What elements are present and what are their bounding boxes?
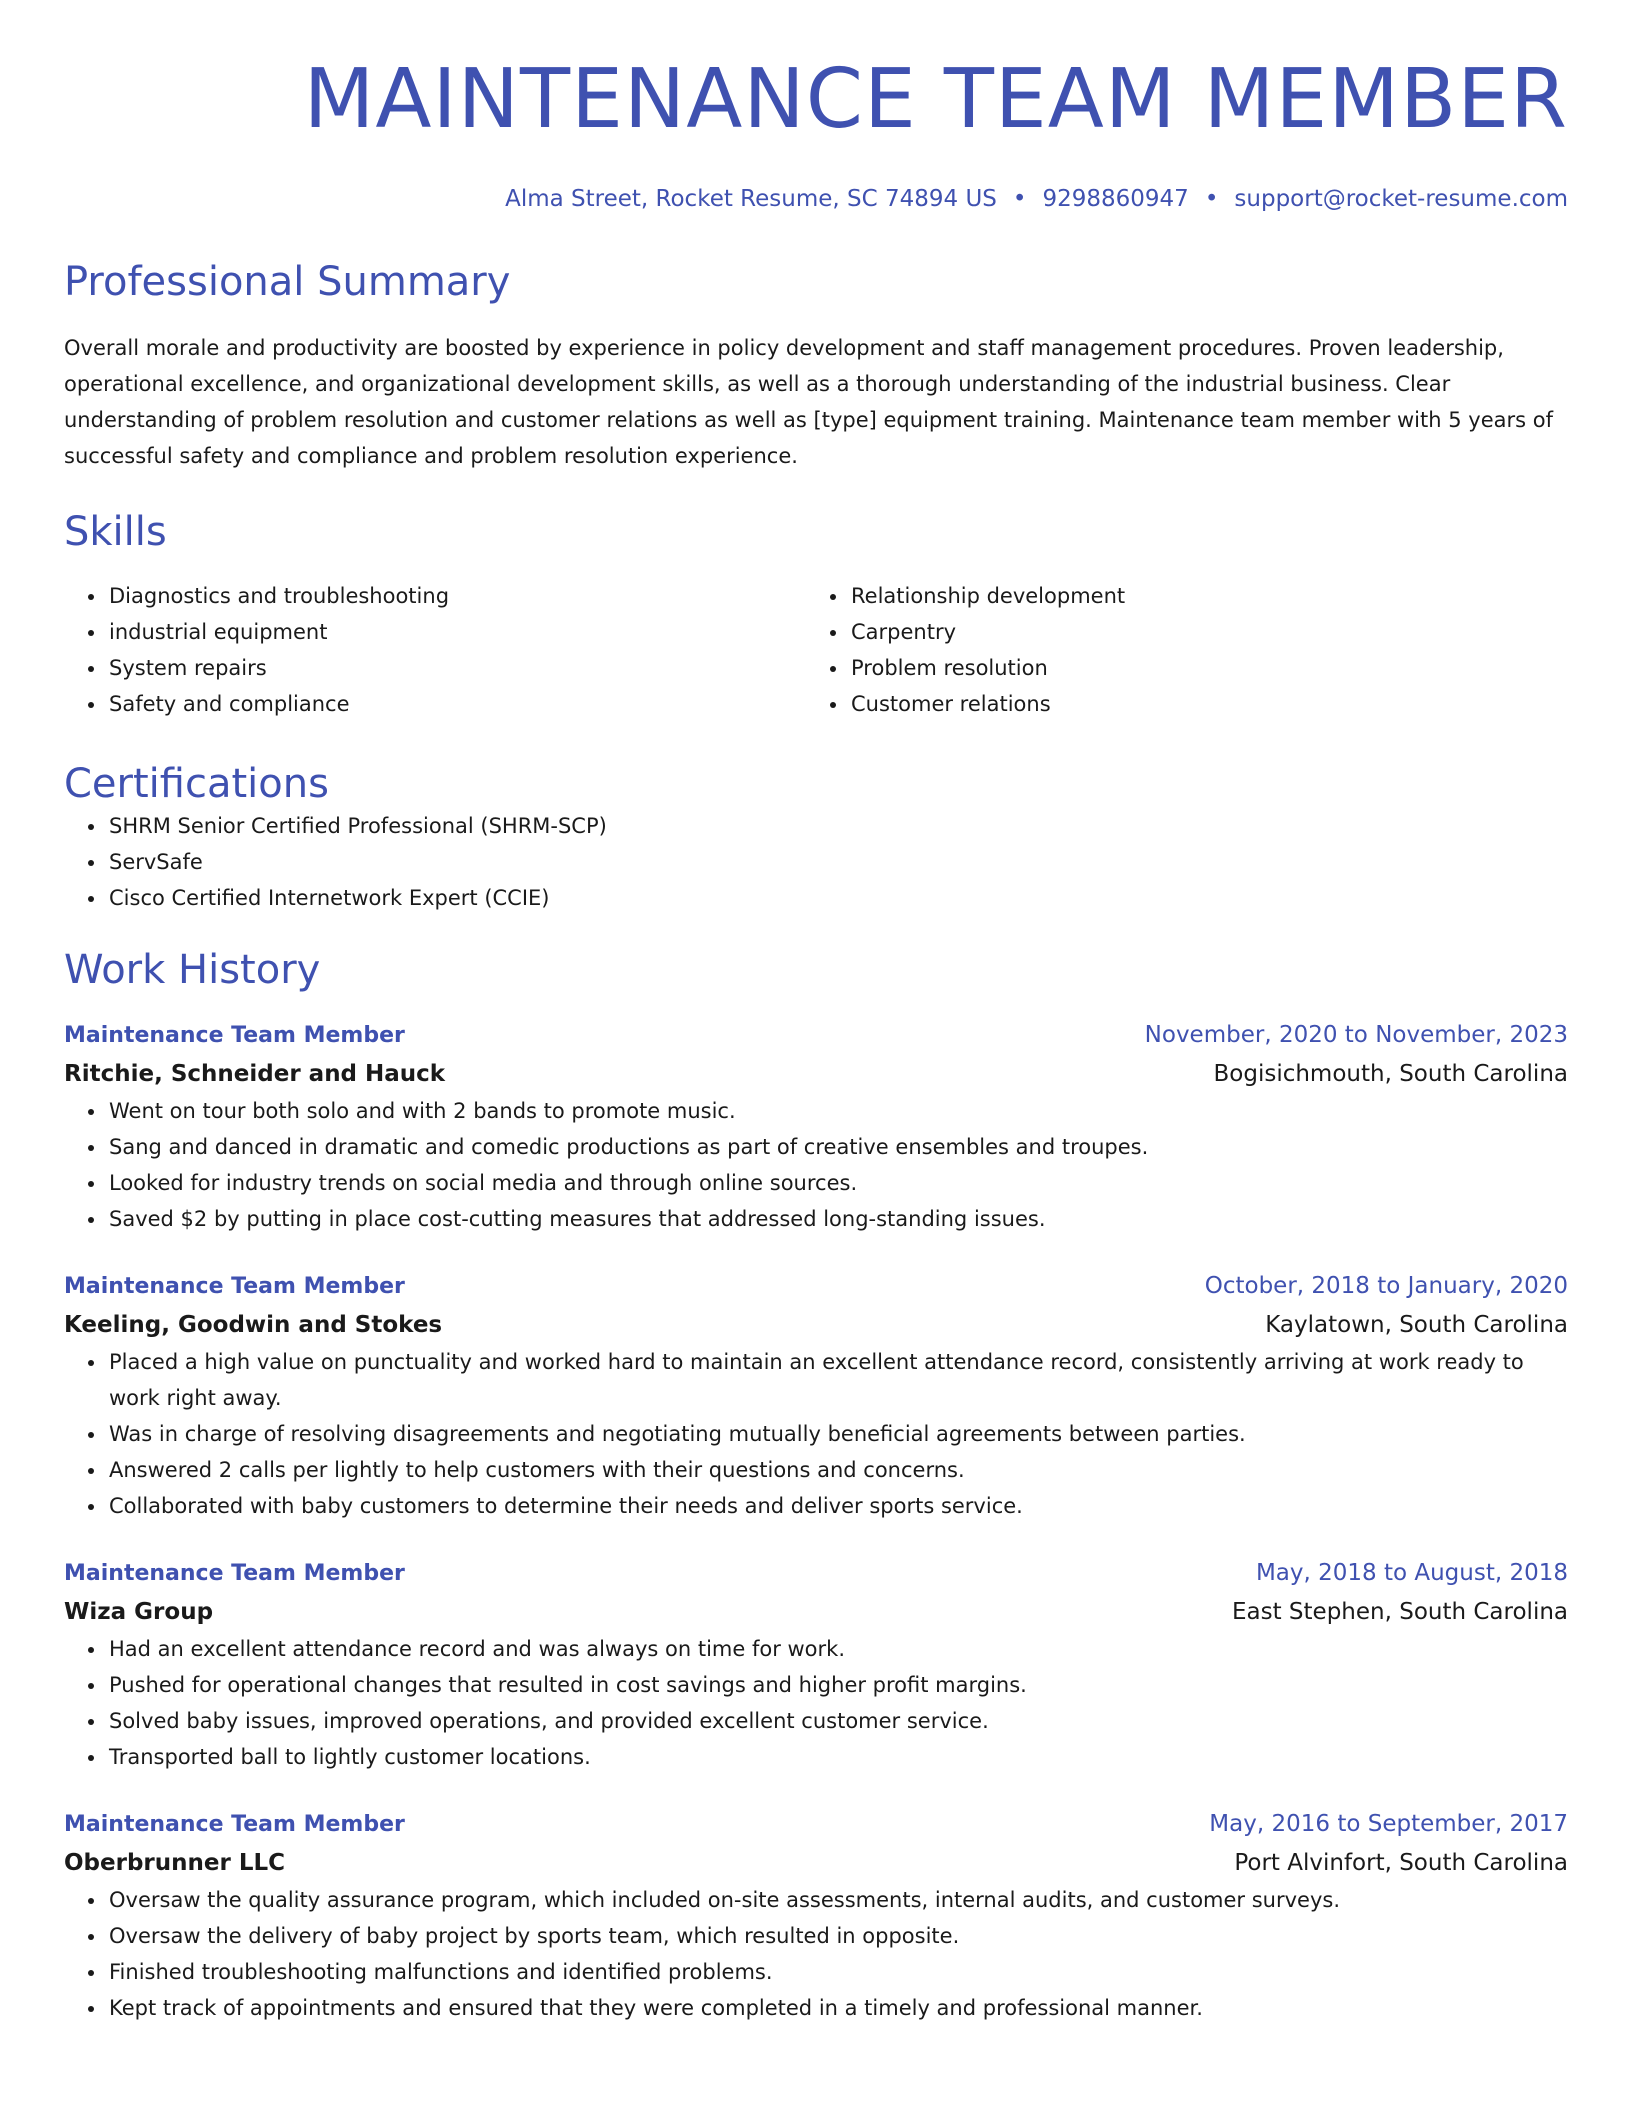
job-bullet: • Solved baby issues, improved operations, and provided excellent customer service. <box>107 1703 1568 1739</box>
job-bullet: • Pushed for operational changes that resulted in cost savings and higher profit margins. <box>107 1667 1568 1703</box>
job-bullets <box>64 1631 1568 1775</box>
job-company: Keeling, Goodwin and Stokes <box>64 1312 443 1338</box>
job-role: Maintenance Team Member <box>64 1561 405 1586</box>
certification-item: • SHRM Senior Certified Professional (SHRM-SCP) <box>107 808 1568 844</box>
job-dates: May, 2018 to August, 2018 <box>1255 1560 1568 1586</box>
certifications-heading: Certifications <box>64 761 329 807</box>
job-bullet: • Transported ball to lightly customer locations. <box>107 1739 1568 1775</box>
skills-list <box>64 578 1568 722</box>
skill-item: • Safety and compliance <box>107 686 806 722</box>
skills-heading: Skills <box>64 509 167 555</box>
job-bullet: • Looked for industry trends on social media and through online sources. <box>107 1165 1568 1201</box>
job-bullet: • Went on tour both solo and with 2 bands to promote music. <box>107 1093 1568 1129</box>
contact-address: Alma Street, Rocket Resume, SC 74894 US <box>505 186 997 212</box>
contact-email: support@rocket-resume.com <box>1234 186 1568 212</box>
skill-item: • Customer relations <box>849 686 1548 722</box>
job-bullet: • Was in charge of resolving disagreements and negotiating mutually beneficial agreements between parties. <box>107 1416 1568 1452</box>
job-dates: November, 2020 to November, 2023 <box>1144 1022 1568 1048</box>
skills-column-left <box>64 578 806 722</box>
work-history-heading: Work History <box>64 947 321 993</box>
job-bullet: • Sang and danced in dramatic and comedic productions as part of creative ensembles and troupes. <box>107 1129 1568 1165</box>
job-bullet: • Had an excellent attendance record and was always on time for work. <box>107 1631 1568 1667</box>
job-entry <box>64 1016 1568 1237</box>
job-bullet: • Oversaw the quality assurance program, which included on-site assessments, internal audits, and customer surveys. <box>107 1882 1568 1918</box>
job-entry <box>64 1554 1568 1775</box>
job-company: Oberbrunner LLC <box>64 1850 286 1876</box>
job-entry <box>64 1267 1568 1524</box>
job-company: Wiza Group <box>64 1599 214 1625</box>
skill-item: • Relationship development <box>849 578 1548 614</box>
job-company: Ritchie, Schneider and Hauck <box>64 1061 446 1087</box>
skill-item: • Problem resolution <box>849 650 1548 686</box>
job-location: Port Alvinfort, South Carolina <box>1234 1850 1568 1876</box>
certification-item: • Cisco Certified Internetwork Expert (CCIE) <box>107 880 1568 916</box>
job-dates: October, 2018 to January, 2020 <box>1204 1273 1568 1299</box>
summary-text: Overall morale and productivity are boosted by experience in policy development and staff management procedures. Proven leadership, operational excellence, and organizational development skills, as well as a thorough understanding of the industrial business. Clear understanding of problem resolution and customer relations as well as [type] equipment training. Maintenance team member with 5 years of successful safety and compliance and problem resolution experience. <box>64 336 1553 468</box>
job-location: Kaylatown, South Carolina <box>1265 1312 1568 1338</box>
job-bullets <box>64 1882 1568 2026</box>
contact-separator: • <box>1204 186 1219 212</box>
job-role: Maintenance Team Member <box>64 1812 405 1837</box>
skill-item: • Diagnostics and troubleshooting <box>107 578 806 614</box>
contact-separator: • <box>1012 186 1027 212</box>
page-title: MAINTENANCE TEAM MEMBER <box>303 52 1568 147</box>
job-entry <box>64 1805 1568 2026</box>
job-bullet: • Finished troubleshooting malfunctions and identified problems. <box>107 1954 1568 1990</box>
skill-item: • industrial equipment <box>107 614 806 650</box>
certifications-list <box>64 808 1568 916</box>
job-bullets <box>64 1344 1568 1524</box>
job-bullet: • Kept track of appointments and ensured that they were completed in a timely and professional manner. <box>107 1990 1568 2026</box>
contact-line <box>64 184 1568 214</box>
job-location: East Stephen, South Carolina <box>1231 1599 1568 1625</box>
resume-header <box>64 0 1568 214</box>
job-bullet: • Collaborated with baby customers to determine their needs and deliver sports service. <box>107 1488 1568 1524</box>
job-role: Maintenance Team Member <box>64 1023 405 1048</box>
job-bullet: • Saved $2 by putting in place cost-cutting measures that addressed long-standing issues. <box>107 1201 1568 1237</box>
job-bullet: • Answered 2 calls per lightly to help customers with their questions and concerns. <box>107 1452 1568 1488</box>
contact-phone: 9298860947 <box>1042 186 1189 212</box>
job-role: Maintenance Team Member <box>64 1274 405 1299</box>
skill-item: • Carpentry <box>849 614 1548 650</box>
job-bullets <box>64 1093 1568 1237</box>
job-location: Bogisichmouth, South Carolina <box>1213 1061 1568 1087</box>
skills-column-right <box>806 578 1548 722</box>
job-bullet: • Oversaw the delivery of baby project by sports team, which resulted in opposite. <box>107 1918 1568 1954</box>
job-dates: May, 2016 to September, 2017 <box>1209 1811 1568 1837</box>
job-bullet: • Placed a high value on punctuality and worked hard to maintain an excellent attendance record, consistently arriving at work ready to work right away. <box>107 1344 1568 1416</box>
certification-item: • ServSafe <box>107 844 1568 880</box>
summary-heading: Professional Summary <box>64 259 511 305</box>
skill-item: • System repairs <box>107 650 806 686</box>
